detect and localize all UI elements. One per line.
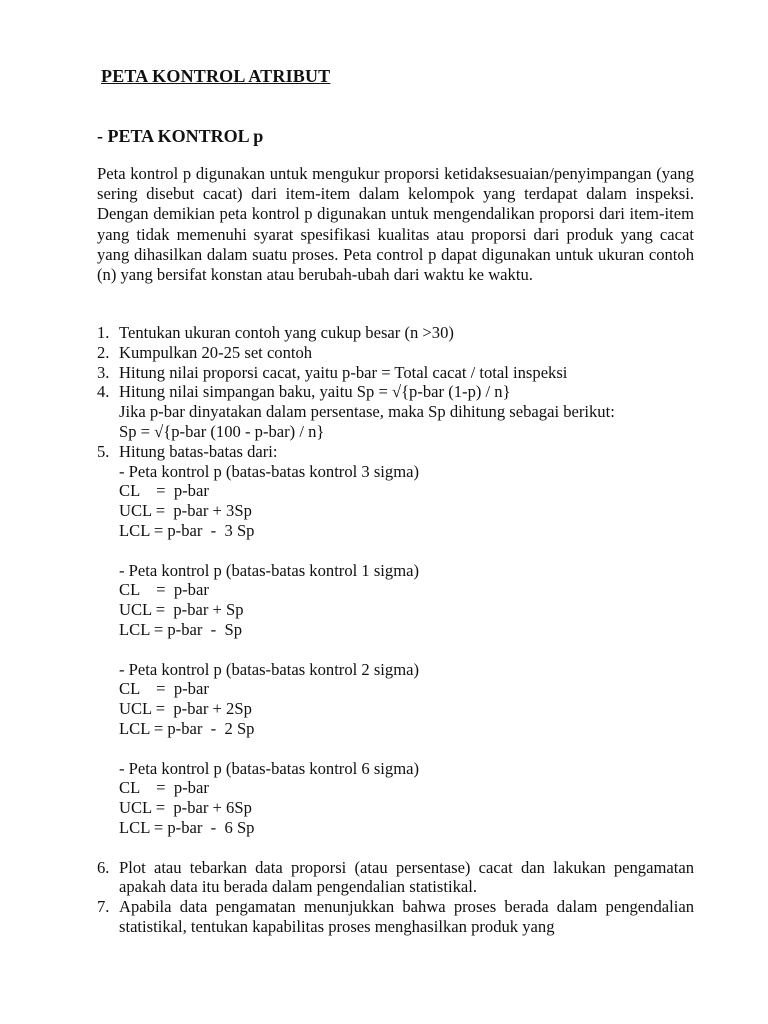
sigma-6-heading: - Peta kontrol p (batas-batas kontrol 6 sigma): [119, 758, 420, 778]
step-7: [97, 897, 694, 937]
sigma-6-lcl: LCL = p-bar - 6 Sp: [119, 817, 255, 837]
step-number: 1.: [97, 323, 110, 342]
page-title: PETA KONTROL ATRIBUT: [101, 66, 331, 86]
spacer: [119, 541, 694, 561]
sigma-1-heading: - Peta kontrol p (batas-batas kontrol 1 sigma): [119, 560, 420, 580]
sigma-1-cl: CL = p-bar: [119, 580, 209, 600]
step-number: 5.: [97, 441, 110, 461]
step-text: Hitung nilai simpangan baku, yaitu Sp = √{p-bar (1-p) / n}: [119, 382, 511, 402]
step-4-percent-note: Jika p-bar dinyatakan dalam persentase, maka Sp dihitung sebagai berikut:: [119, 402, 615, 422]
step-text: Hitung batas-batas dari:: [119, 441, 278, 461]
step-2: [97, 343, 694, 363]
sigma-3-cl: CL = p-bar: [119, 481, 209, 501]
sigma-1-lcl: LCL = p-bar - Sp: [119, 619, 243, 639]
sigma-2-lcl: LCL = p-bar - 2 Sp: [119, 718, 255, 738]
sigma-3-heading: - Peta kontrol p (batas-batas kontrol 3 sigma): [119, 461, 420, 481]
sigma-2-ucl: UCL = p-bar + 2Sp: [119, 699, 252, 719]
spacer: [97, 838, 694, 858]
intro-paragraph: Peta kontrol p digunakan untuk mengukur proporsi ketidaksesuaian/penyimpangan (yang sering disebut cacat) dari item-item dalam kelompok yang terdapat dalam inspeksi. Dengan demikian peta kontrol p digunakan untuk mengendalikan proporsi dari item-item yang tidak memenuhi syarat spesifikasi kualitas atau proporsi dari produk yang cacat yang dihasilkan dalam suatu proses. Peta control p dapat digunakan untuk ukuran contoh (n) yang bersifat konstan atau berubah-ubah dari waktu ke waktu.: [97, 164, 694, 285]
step-number: 3.: [97, 362, 110, 382]
step-5: [97, 442, 694, 838]
sigma-3-block: [119, 462, 694, 541]
sigma-2-block: [119, 660, 694, 739]
step-number: 6.: [97, 857, 110, 877]
sigma-6-block: [119, 759, 694, 838]
step-4: [97, 382, 694, 441]
sigma-2-cl: CL = p-bar: [119, 679, 209, 699]
step-text: Apabila data pengamatan menunjukkan bahwa proses berada dalam pengendalian statistikal, tentukan kapabilitas proses menghasilkan produk yang: [119, 897, 694, 936]
sigma-2-heading: - Peta kontrol p (batas-batas kontrol 2 sigma): [119, 659, 420, 679]
spacer: [119, 640, 694, 660]
step-4-percent-formula: Sp = √{p-bar (100 - p-bar) / n}: [119, 421, 325, 441]
sigma-6-ucl: UCL = p-bar + 6Sp: [119, 798, 252, 818]
step-number: 2.: [97, 342, 110, 362]
sigma-6-cl: CL = p-bar: [119, 778, 209, 798]
step-6: [97, 858, 694, 898]
step-text: Tentukan ukuran contoh yang cukup besar (n >30): [119, 323, 454, 342]
sigma-1-block: [119, 561, 694, 640]
step-number: 7.: [97, 897, 110, 917]
step-3: [97, 363, 694, 383]
sigma-1-ucl: UCL = p-bar + Sp: [119, 600, 244, 620]
step-text: Plot atau tebarkan data proporsi (atau persentase) cacat dan lakukan pengamatan apakah data itu berada dalam pengendalian statistikal.: [119, 857, 694, 897]
step-text: Kumpulkan 20-25 set contoh: [119, 342, 313, 362]
section-title: - PETA KONTROL p: [97, 126, 264, 146]
step-text: Hitung nilai proporsi cacat, yaitu p-bar = Total cacat / total inspeksi: [119, 362, 568, 382]
step-number: 4.: [97, 382, 110, 402]
step-1: [97, 323, 694, 343]
sigma-3-lcl: LCL = p-bar - 3 Sp: [119, 520, 255, 540]
sigma-3-ucl: UCL = p-bar + 3Sp: [119, 501, 252, 521]
steps-list: [97, 323, 694, 937]
spacer: [119, 739, 694, 759]
